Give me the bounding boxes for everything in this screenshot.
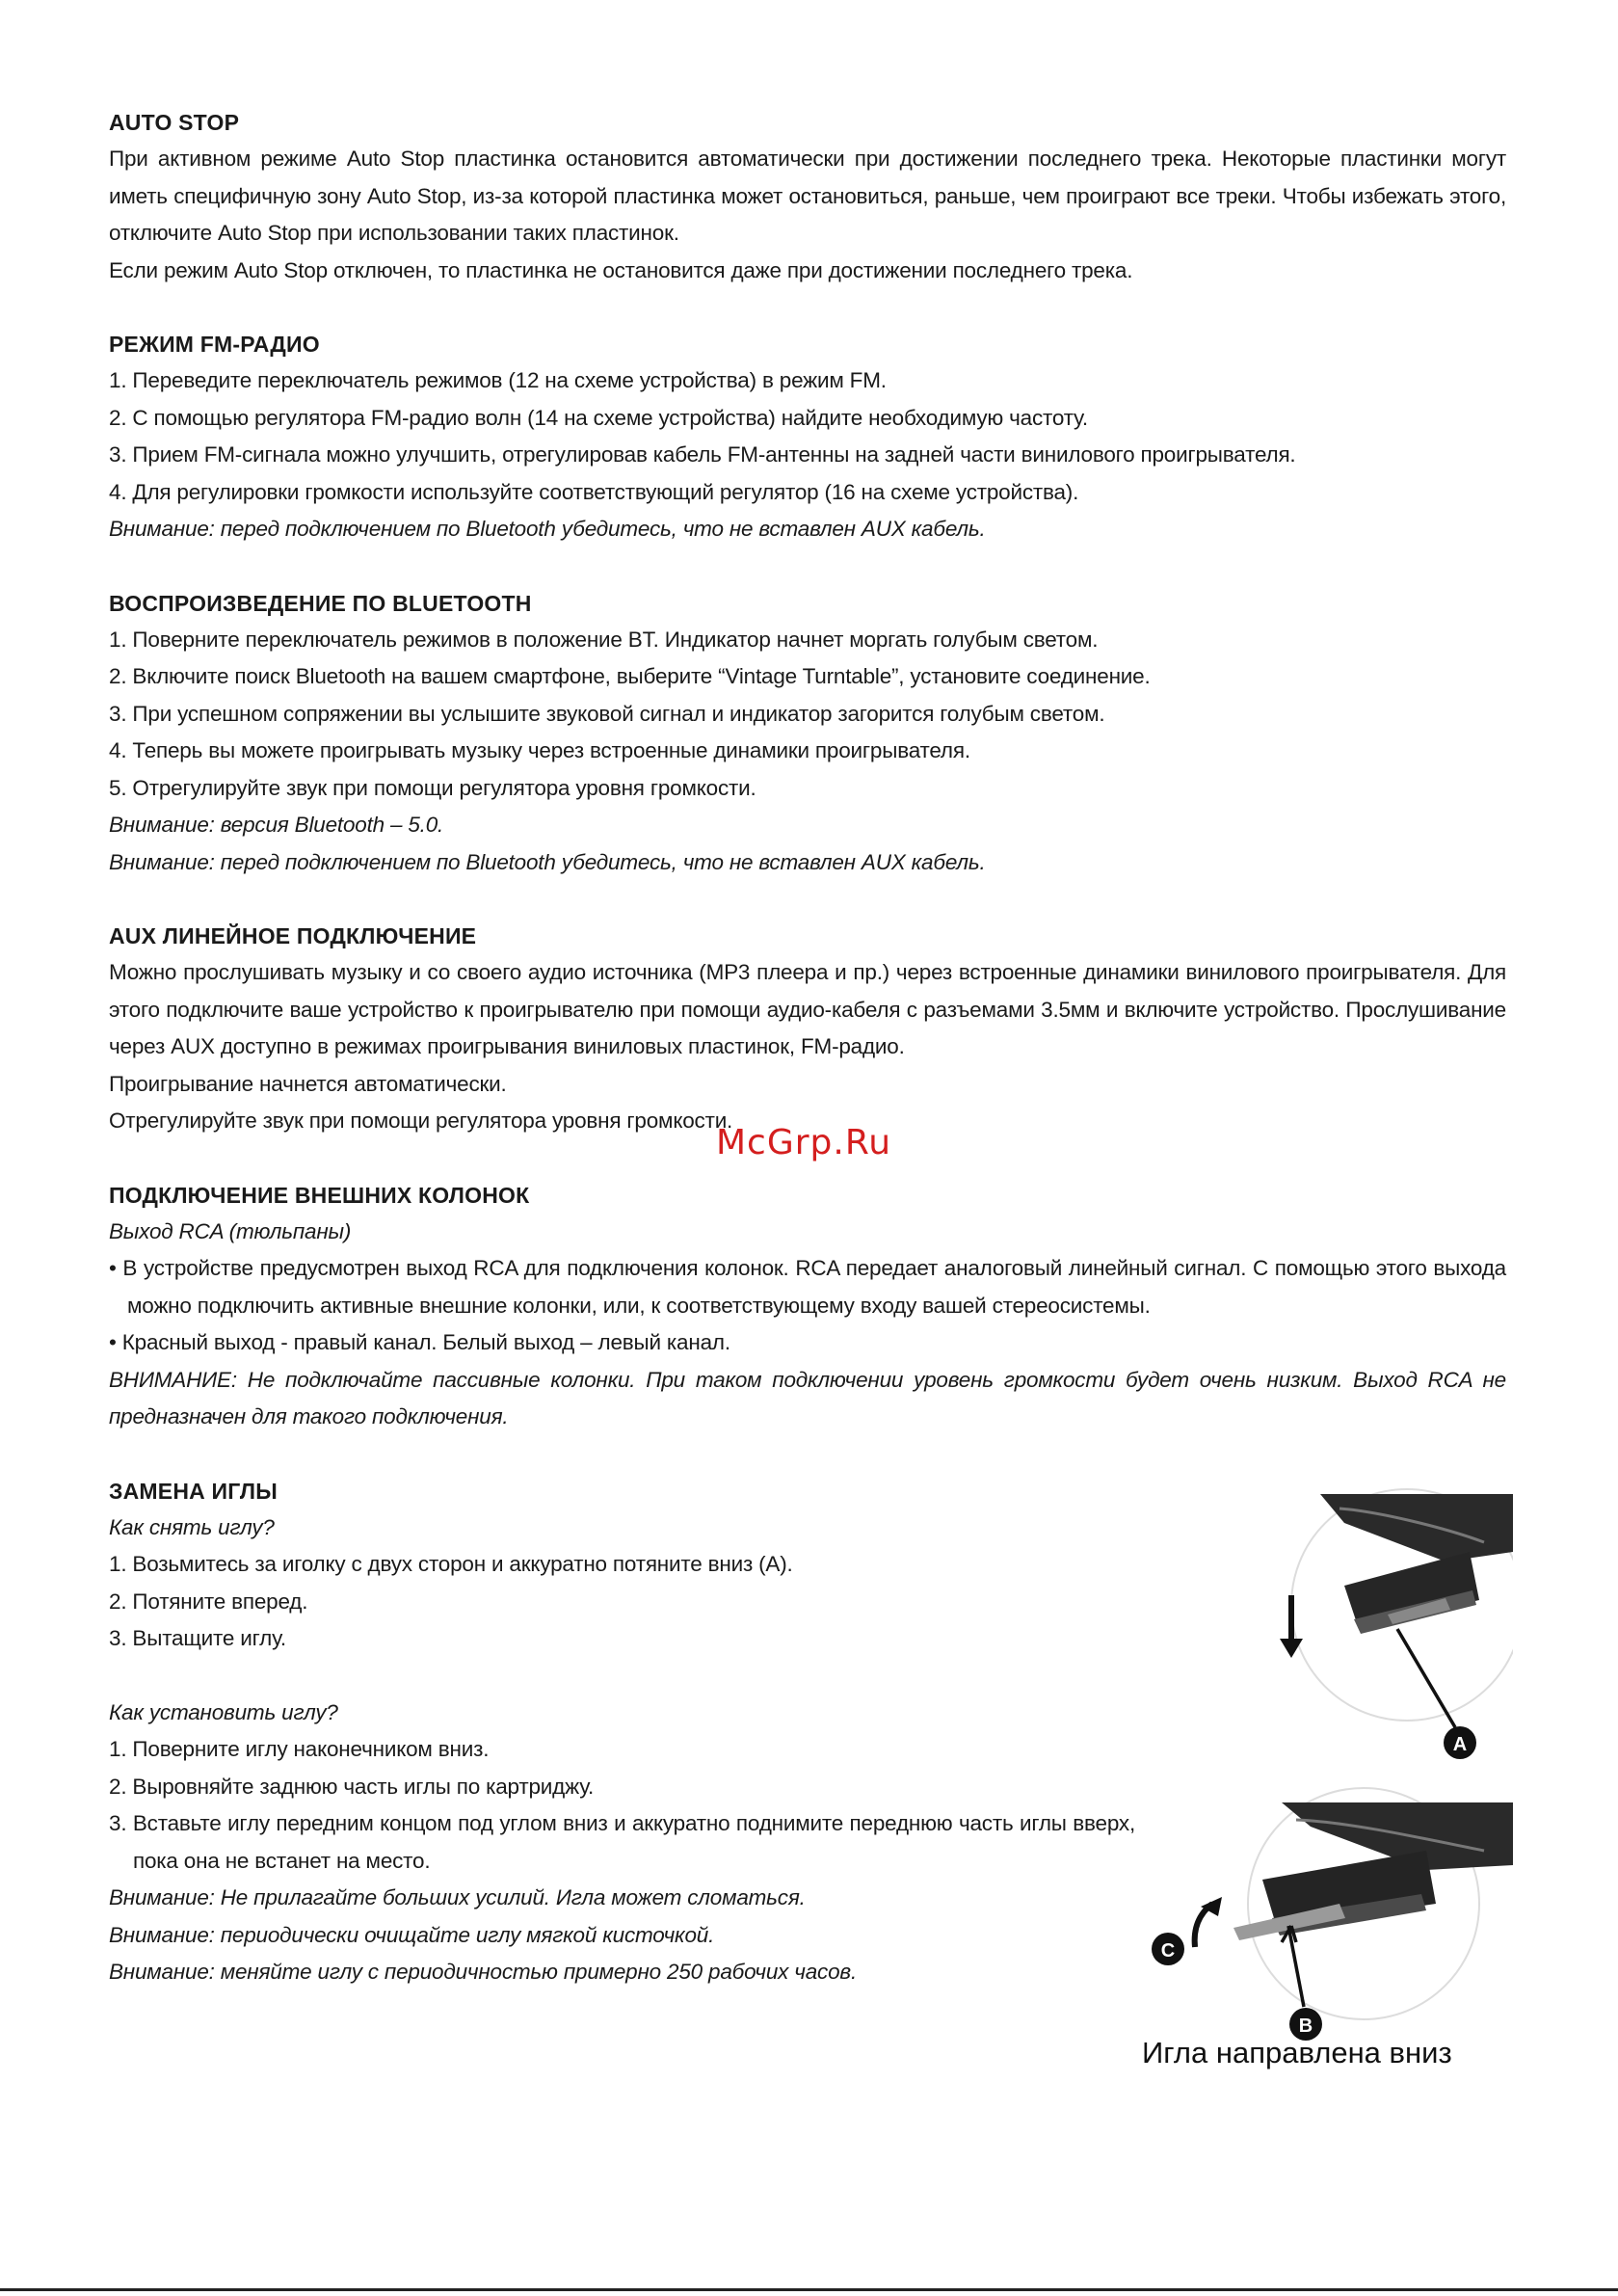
bt-note-aux: Внимание: перед подключением по Bluetooth убедитесь, что не вставлен AUX кабель. — [109, 849, 986, 874]
heading-aux: AUX ЛИНЕЙНОЕ ПОДКЛЮЧЕНИЕ — [109, 923, 477, 948]
needle-note: Внимание: меняйте иглу с периодичностью примерно 250 рабочих часов. — [109, 1960, 857, 1984]
fm-note: Внимание: перед подключением по Bluetooth убедитесь, что не вставлен AUX кабель. — [109, 517, 986, 541]
speakers-bullet: • Красный выход - правый канал. Белый выход – левый канал. — [109, 1330, 730, 1354]
needle-install-step: 1. Поверните иглу наконечником вниз. — [109, 1737, 490, 1761]
label-a: A — [1452, 1734, 1468, 1755]
needle-remove-step: 3. Вытащите иглу. — [109, 1626, 286, 1650]
heading-speakers: ПОДКЛЮЧЕНИЕ ВНЕШНИХ КОЛОНОК — [109, 1182, 530, 1208]
bt-step: 2. Включите поиск Bluetooth на вашем смартфоне, выберите “Vintage Turntable”, установите соединение. — [109, 664, 1151, 688]
bt-step: 1. Поверните переключатель режимов в положение BT. Индикатор начнет моргать голубым светом. — [109, 627, 1099, 652]
speakers-warning: ВНИМАНИЕ: Не подключайте пассивные колонки. При таком подключении уровень громкости будет очень низким. Выход RCA не предназначен для такого подключения. — [109, 1367, 1506, 1428]
needle-note: Внимание: Не прилагайте больших усилий. Игла может сломаться. — [109, 1885, 806, 1909]
label-b: B — [1298, 2016, 1313, 2037]
section-aux — [109, 918, 1506, 1140]
needle-removal-illustration — [1253, 1484, 1513, 1774]
aux-line-autoplay: Проигрывание начнется автоматически. — [109, 1071, 507, 1096]
label-c: C — [1160, 1940, 1176, 1962]
auto-stop-paragraph: При активном режиме Auto Stop пластинка остановится автоматически при достижении последнего трека. Некоторые пластинки могут иметь специфичную зону Auto Stop, из-за которой пластинка может остановиться, раньше, чем проиграют все треки. Чтобы избежать этого, отключите Auto Stop при использовании таких пластинок. — [109, 147, 1506, 245]
needle-note: Внимание: периодически очищайте иглу мягкой кисточкой. — [109, 1922, 715, 1947]
bottom-rule — [0, 2288, 1618, 2291]
watermark: McGrp.Ru — [716, 1123, 892, 1162]
figure-caption: Игла направлена вниз — [1142, 2036, 1452, 2069]
fm-step: 3. Прием FM-сигнала можно улучшить, отрегулировав кабель FM-антенны на задней части винилового проигрывателя. — [109, 442, 1296, 467]
needle-install-title: Как установить иглу? — [109, 1699, 338, 1724]
needle-remove-step: 2. Потяните вперед. — [109, 1589, 308, 1614]
heading-bluetooth: ВОСПРОИЗВЕДЕНИЕ ПО BLUETOOTH — [109, 590, 532, 616]
fm-step: 2. С помощью регулятора FM-радио волн (14 на схеме устройства) найдите необходимую частоту. — [109, 405, 1088, 430]
needle-remove-title: Как снять иглу? — [109, 1514, 275, 1539]
section-auto-stop — [109, 104, 1506, 289]
section-speakers — [109, 1177, 1506, 1436]
fm-step: 4. Для регулировки громкости используйте соответствующий регулятор (16 на схеме устройства). — [109, 479, 1079, 504]
heading-needle: ЗАМЕНА ИГЛЫ — [109, 1478, 278, 1504]
aux-paragraph: Можно прослушивать музыку и со своего аудио источника (МР3 плеера и пр.) через встроенные динамики винилового проигрывателя. Для этого подключите ваше устройство к проигрывателю при помощи аудио-кабеля с разъемами 3.5мм и включите устройство. Прослушивание через AUX доступно в режимах проигрывания виниловых пластинок, FM-радио. — [109, 960, 1506, 1058]
heading-auto-stop: AUTO STOP — [109, 110, 240, 135]
needle-remove-step: 1. Возьмитесь за иголку с двух сторон и аккуратно потяните вниз (А). — [109, 1552, 793, 1576]
needle-install-step: 3. Вставьте иглу передним концом под углом вниз и аккуратно поднимите переднюю часть иглы вверх, пока она не встанет на место. — [109, 1811, 1135, 1873]
fm-step: 1. Переведите переключатель режимов (12 на схеме устройства) в режим FM. — [109, 368, 887, 392]
bt-step: 3. При успешном сопряжении вы услышите звуковой сигнал и индикатор загорится голубым светом. — [109, 701, 1105, 726]
needle-install-step: 2. Выровняйте заднюю часть иглы по картриджу. — [109, 1774, 595, 1799]
speakers-subtitle: Выход RCA (тюльпаны) — [109, 1218, 352, 1243]
heading-fm-radio: РЕЖИМ FM-РАДИО — [109, 332, 320, 357]
bt-note-version: Внимание: версия Bluetooth – 5.0. — [109, 813, 444, 837]
bt-step: 5. Отрегулируйте звук при помощи регулятора уровня громкости. — [109, 775, 756, 800]
needle-install-illustration — [1137, 1783, 1513, 2053]
auto-stop-paragraph-2: Если режим Auto Stop отключен, то пластинка не остановится даже при достижении последнего трека. — [109, 257, 1133, 282]
aux-line-volume: Отрегулируйте звук при помощи регулятора уровня громкости. — [109, 1108, 733, 1133]
section-fm-radio — [109, 326, 1506, 548]
bt-step: 4. Теперь вы можете проигрывать музыку через встроенные динамики проигрывателя. — [109, 738, 970, 762]
speakers-bullet: • В устройстве предусмотрен выход RCA для подключения колонок. RCA передает аналоговый линейный сигнал. С помощью этого выхода можно подключить активные внешние колонки, или, к соответствующему входу вашей стереосистемы. — [109, 1256, 1506, 1318]
section-bluetooth — [109, 585, 1506, 882]
